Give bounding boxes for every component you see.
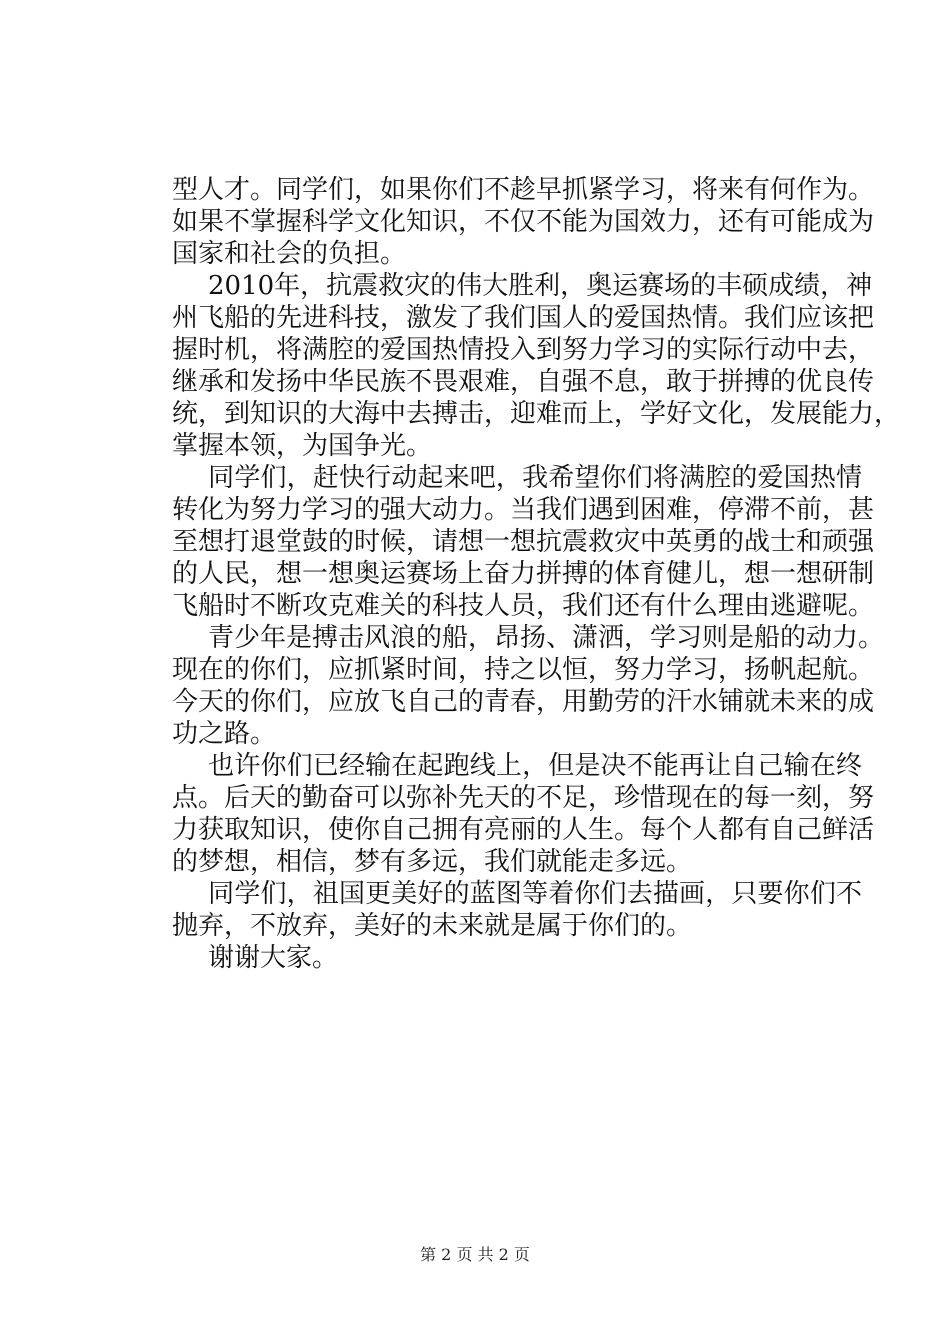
text-line: 继承和发扬中华民族不畏艰难，自强不息，敢于拼搏的优良传 [172,367,875,397]
text-line: 至想打退堂鼓的时候，请想一想抗震救灾中英勇的战士和顽强 [172,527,875,557]
text-line: 州飞船的先进科技，激发了我们国人的爱国热情。我们应该把 [172,303,875,333]
text-line: 的梦想，相信，梦有多远，我们就能走多远。 [172,847,693,877]
page-number-footer: 第 2 页 共 2 页 [420,1245,530,1264]
text-line: 今天的你们，应放飞自己的青春，用勤劳的汗水铺就未来的成 [172,687,875,717]
paragraph-first-line: 2010年，抗震救灾的伟大胜利，奥运赛场的丰硕成绩，神 [182,271,873,301]
paragraph-first-line: 也许你们已经输在起跑线上，但是决不能再让自己输在终 [182,751,862,781]
text-line: 力获取知识，使你自己拥有亮丽的人生。每个人都有自己鲜活 [172,815,875,845]
text-line: 现在的你们，应抓紧时间，持之以恒，努力学习，扬帆起航。 [172,655,875,685]
paragraph-first-line: 同学们，祖国更美好的蓝图等着你们去描画，只要你们不 [182,879,862,909]
text-line: 飞船时不断攻克难关的科技人员，我们还有什么理由逃避呢。 [172,591,875,621]
text-line: 转化为努力学习的强大动力。当我们遇到困难，停滞不前，甚 [172,495,875,525]
text-line: 抛弃，不放弃，美好的未来就是属于你们的。 [172,911,693,941]
text-line: 的人民，想一想奥运赛场上奋力拼搏的体育健儿，想一想研制 [172,559,875,589]
text-line: 掌握本领，为国争光。 [172,431,433,461]
document-body [172,174,901,974]
text-line: 功之路。 [172,719,277,749]
text-line: 握时机，将满腔的爱国热情投入到努力学习的实际行动中去， [172,335,875,365]
paragraph-first-line: 青少年是搏击风浪的船，昂扬、潇洒，学习则是船的动力。 [182,623,885,653]
text-line: 国家和社会的负担。 [172,239,407,269]
text-line: 点。后天的勤奋可以弥补先天的不足，珍惜现在的每一刻，努 [172,783,875,813]
paragraph-first-line: 同学们，赶快行动起来吧，我希望你们将满腔的爱国热情 [182,463,862,493]
text-line: 统，到知识的大海中去搏击，迎难而上，学好文化，发展能力， [172,399,901,429]
closing-line: 谢谢大家。 [182,943,339,973]
text-line: 如果不掌握科学文化知识，不仅不能为国效力，还有可能成为 [172,207,875,237]
text-line: 型人才。同学们，如果你们不趁早抓紧学习，将来有何作为。 [172,175,875,205]
